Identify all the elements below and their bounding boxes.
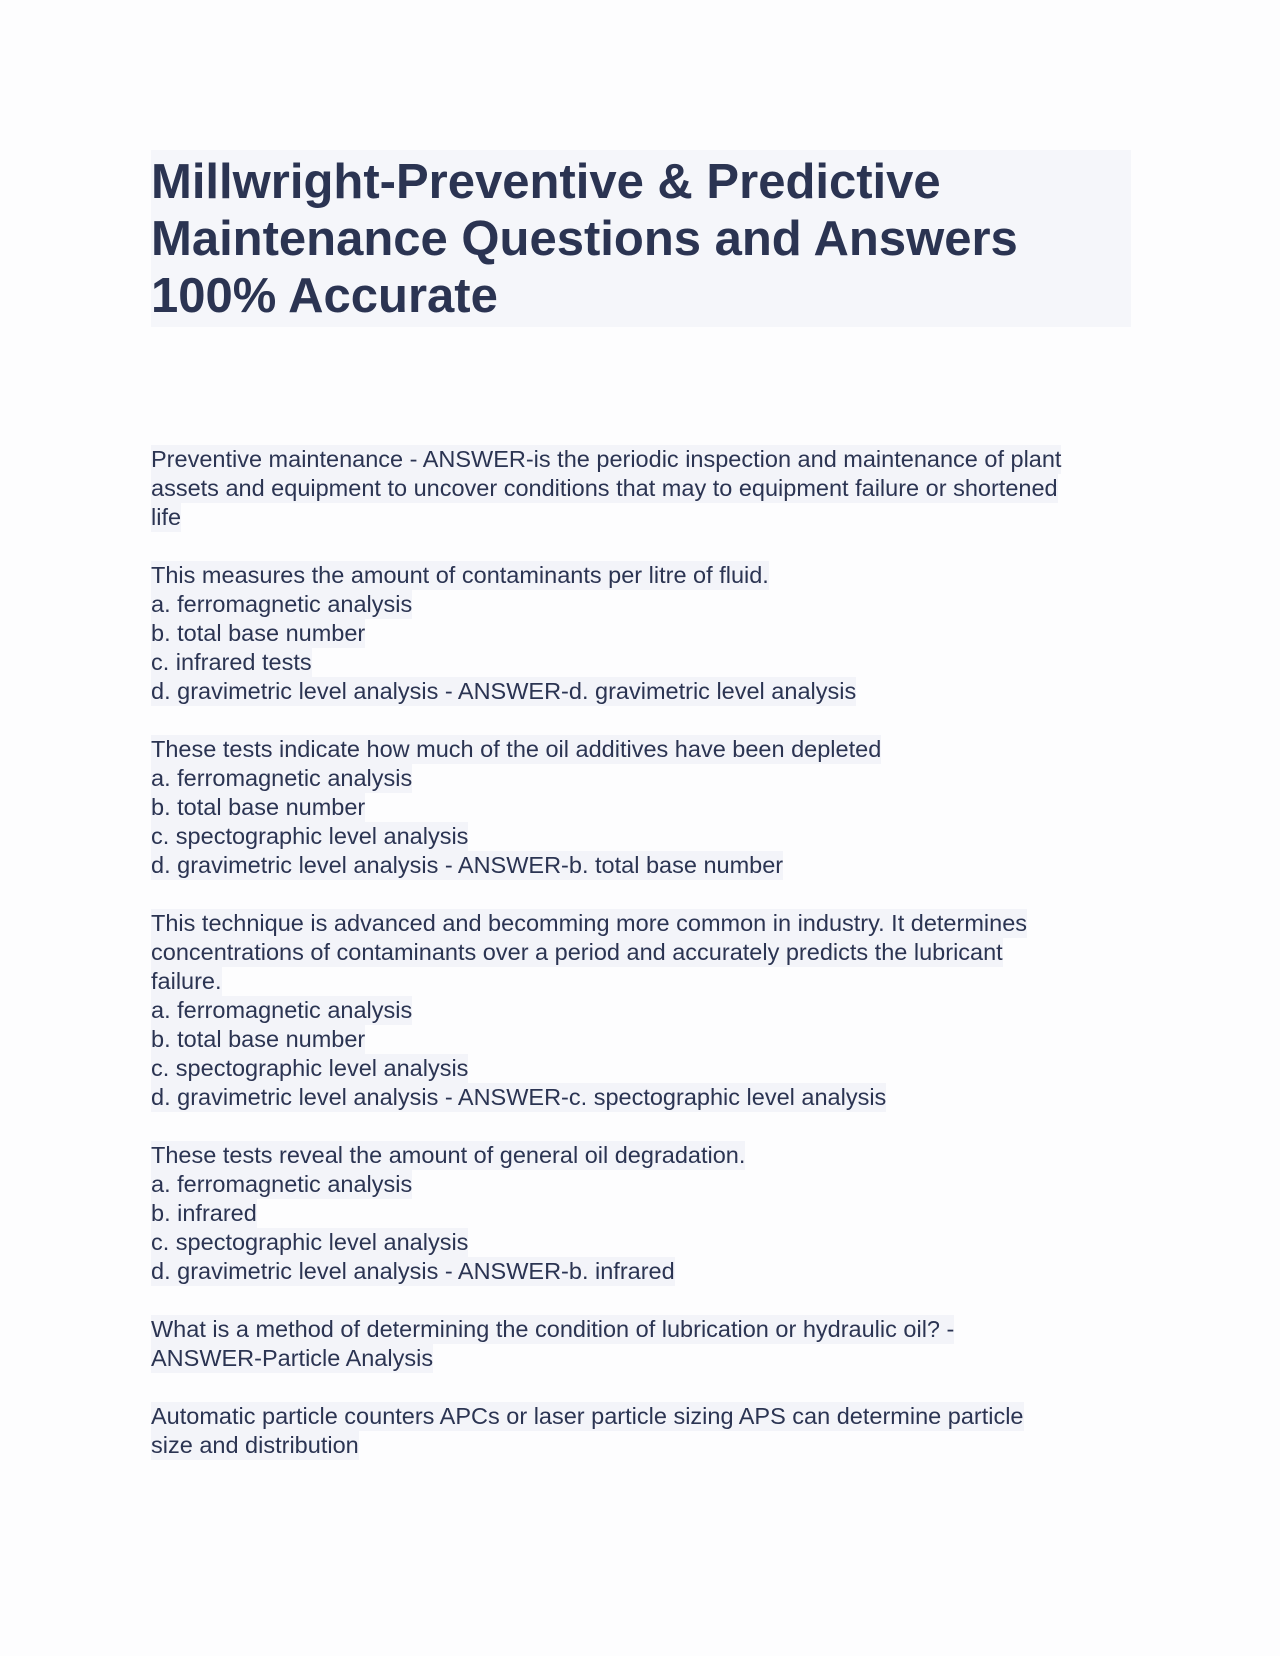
- qa-block-7: [151, 1402, 1131, 1460]
- title-line: 100% Accurate: [151, 269, 498, 323]
- question-line: failure.: [151, 968, 222, 994]
- option-line: b. total base number: [151, 1026, 366, 1052]
- option-line: b. total base number: [151, 620, 366, 646]
- question-line: These tests indicate how much of the oil additives have been depleted: [151, 736, 882, 762]
- text-line: assets and equipment to uncover conditions that may to equipment failure or shortened: [151, 475, 1058, 501]
- question-line: concentrations of contaminants over a period and accurately predicts the lubricant: [151, 939, 1003, 965]
- text-line: Automatic particle counters APCs or laser particle sizing APS can determine particle: [151, 1403, 1024, 1429]
- option-line: c. spectographic level analysis: [151, 1229, 469, 1255]
- qa-block-5: [151, 1141, 1131, 1286]
- qa-block-1: [151, 445, 1131, 532]
- answer-line: ANSWER-Particle Analysis: [151, 1345, 434, 1371]
- option-line: c. infrared tests: [151, 649, 312, 675]
- option-line: c. spectographic level analysis: [151, 1055, 469, 1081]
- option-line: a. ferromagnetic analysis: [151, 997, 413, 1023]
- question-line: This measures the amount of contaminants per litre of fluid.: [151, 562, 769, 588]
- title-line: Millwright-Preventive & Predictive: [151, 155, 941, 209]
- answer-line: d. gravimetric level analysis - ANSWER-b. total base number: [151, 852, 784, 878]
- option-line: b. total base number: [151, 794, 366, 820]
- answer-line: d. gravimetric level analysis - ANSWER-b. infrared: [151, 1258, 675, 1284]
- answer-line: d. gravimetric level analysis - ANSWER-d. gravimetric level analysis: [151, 678, 857, 704]
- option-line: a. ferromagnetic analysis: [151, 1171, 413, 1197]
- document-title: [151, 150, 1131, 327]
- title-line: Maintenance Questions and Answers: [151, 212, 1018, 266]
- document-body: [151, 445, 1131, 1460]
- qa-block-2: [151, 561, 1131, 706]
- option-line: c. spectographic level analysis: [151, 823, 469, 849]
- document-page: [151, 150, 1131, 1489]
- text-line: Preventive maintenance - ANSWER-is the periodic inspection and maintenance of plant: [151, 446, 1062, 472]
- option-line: a. ferromagnetic analysis: [151, 765, 413, 791]
- question-line: These tests reveal the amount of general oil degradation.: [151, 1142, 746, 1168]
- question-line: This technique is advanced and becomming more common in industry. It determines: [151, 910, 1028, 936]
- answer-line: d. gravimetric level analysis - ANSWER-c. spectographic level analysis: [151, 1084, 887, 1110]
- option-line: b. infrared: [151, 1200, 257, 1226]
- text-line: life: [151, 504, 182, 530]
- qa-block-3: [151, 735, 1131, 880]
- text-line: size and distribution: [151, 1432, 359, 1458]
- qa-block-4: [151, 909, 1131, 1112]
- question-line: What is a method of determining the condition of lubrication or hydraulic oil? -: [151, 1316, 955, 1342]
- option-line: a. ferromagnetic analysis: [151, 591, 413, 617]
- qa-block-6: [151, 1315, 1131, 1373]
